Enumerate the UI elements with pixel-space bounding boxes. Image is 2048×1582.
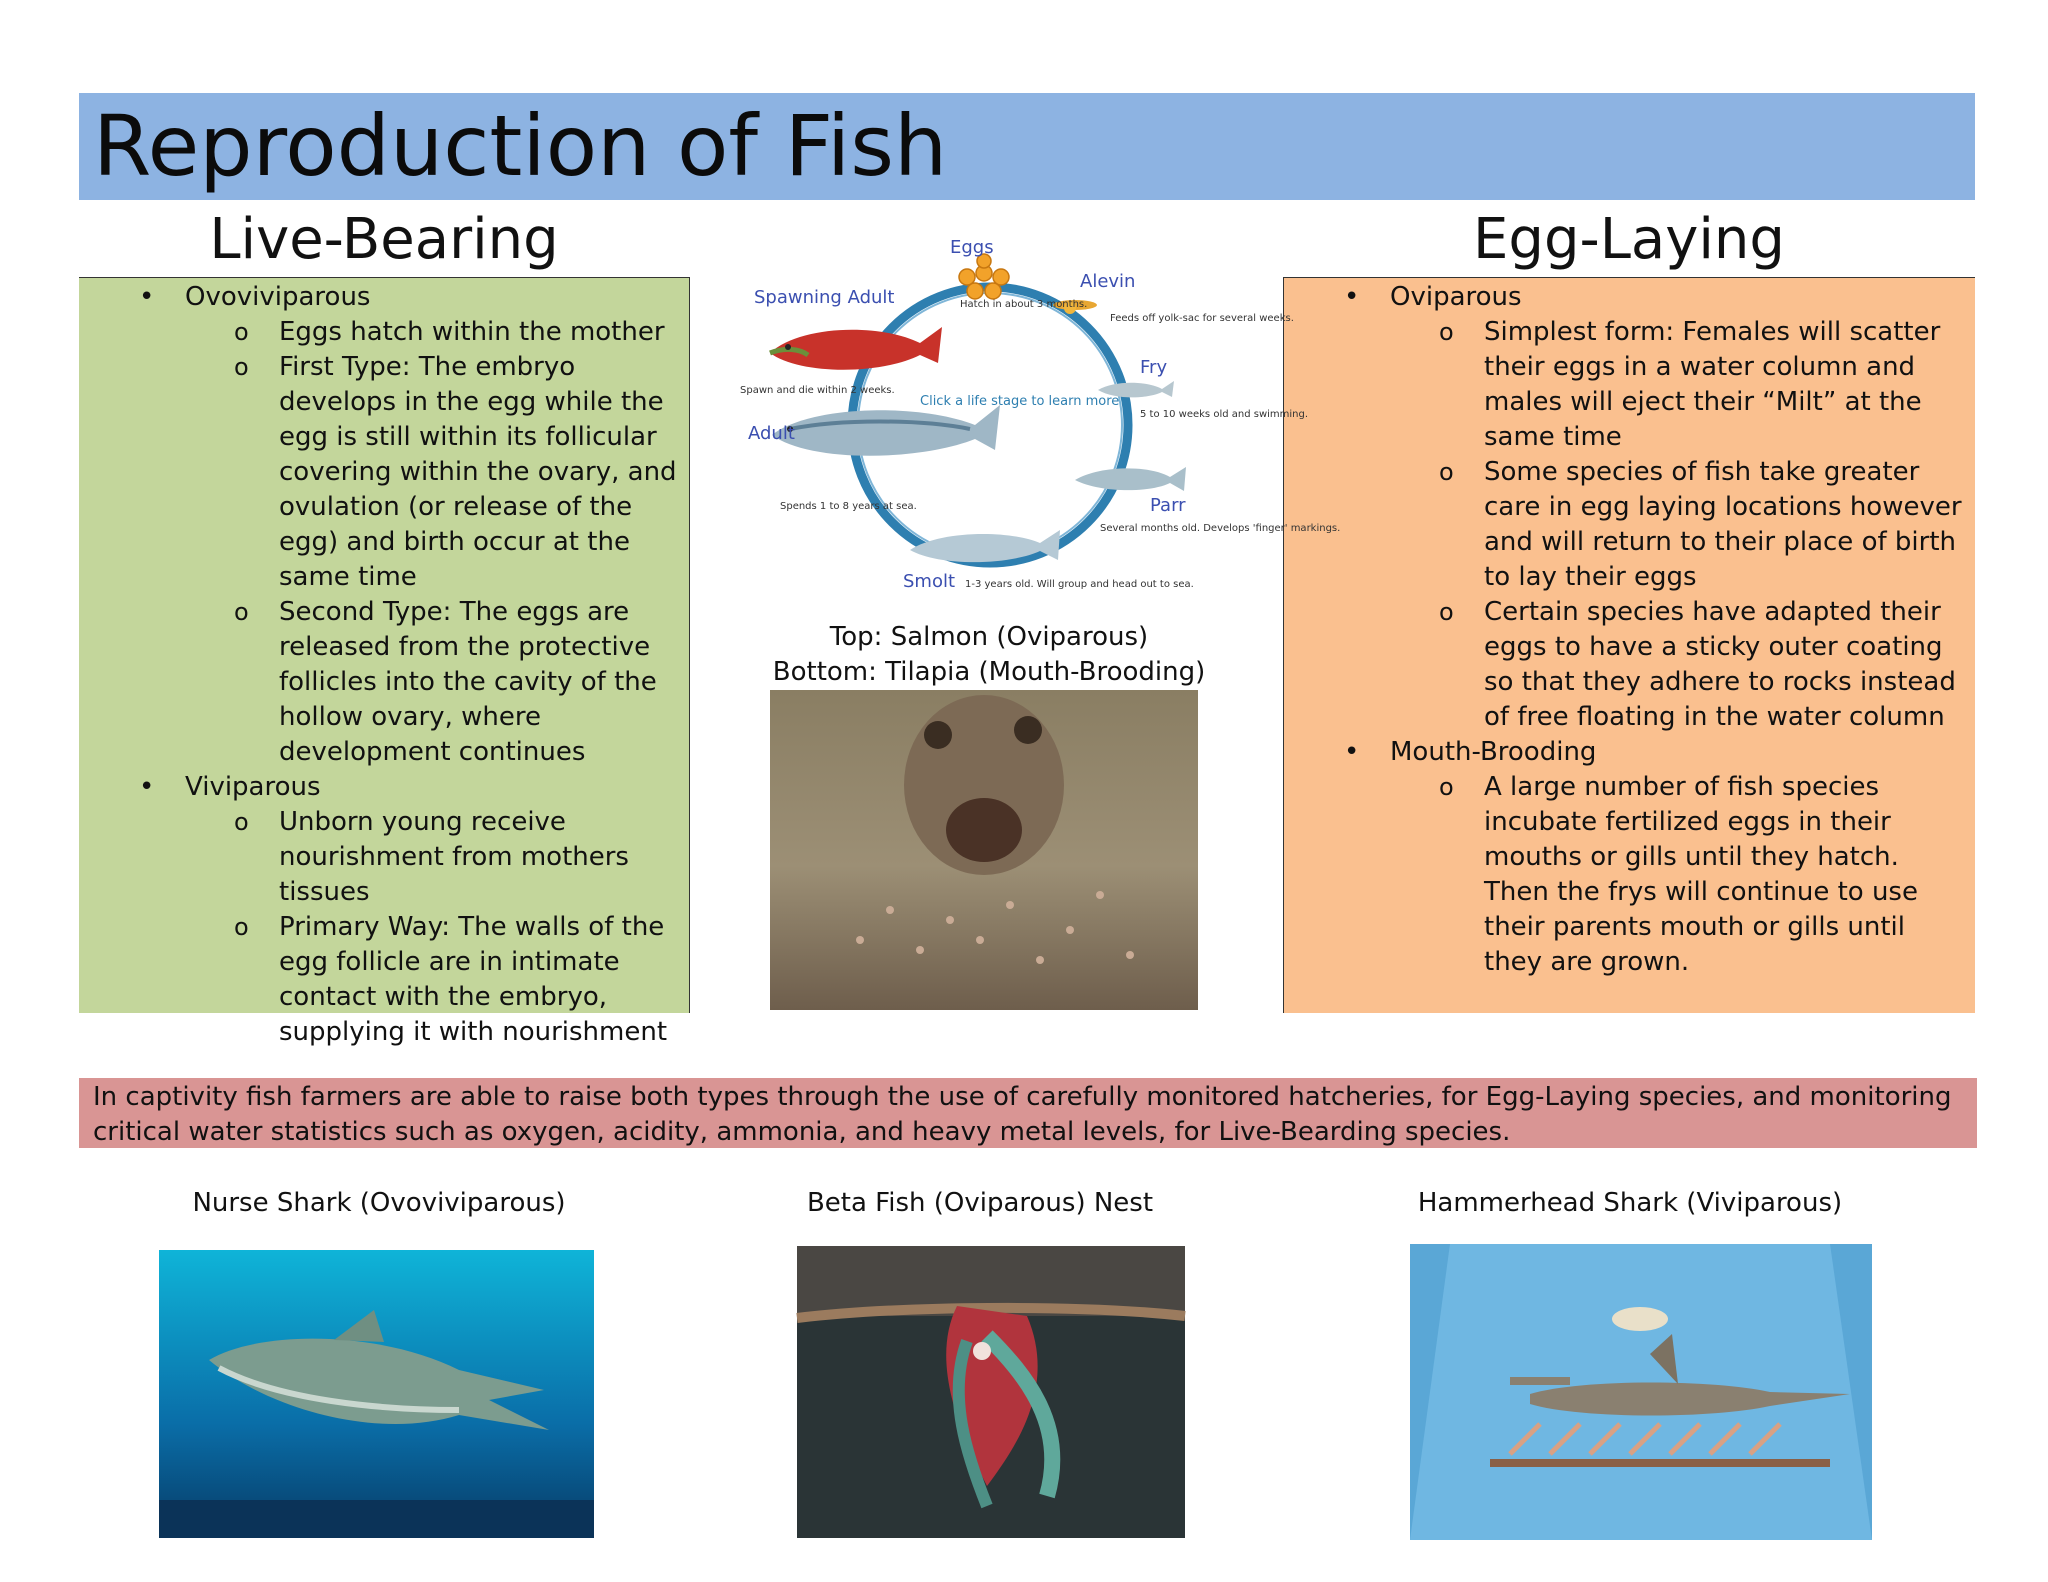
adult-label: Adult [748, 423, 795, 444]
egg-laying-panel [1283, 277, 1975, 1013]
nurse-shark-caption: Nurse Shark (Ovoviviparous) [192, 1188, 566, 1218]
egg-laying-heading: Egg-Laying [1473, 207, 1785, 272]
captivity-note: In captivity fish farmers are able to raise both types through the use of carefully monitored hatcheries, for Egg-Laying species, and monitoring critical water statistics such as oxygen, acidity, ammonia, and heavy metal levels, for Live-Bearding species. [79, 1078, 1977, 1148]
eggs-note: Hatch in about 3 months. [960, 299, 1088, 310]
list-item: o First Type: The embryo develops in the egg while the egg is still within its follicular covering within the ovary, and ovulation (or release of the egg) and birth occur at the same time [79, 350, 689, 595]
adult-note: Spends 1 to 8 years at sea. [780, 501, 917, 512]
alevin-note: Feeds off yolk-sac for several weeks. [1110, 313, 1294, 324]
tilapia-photo [770, 690, 1198, 1010]
smolt-label: Smolt [903, 571, 956, 592]
list-item: o Second Type: The eggs are released from the protective follicles into the cavity of the hollow ovary, where development continues [79, 595, 689, 770]
parr-note: Several months old. Develops 'finger' markings. [1100, 523, 1341, 534]
list-item: • Mouth-Brooding [1284, 735, 1975, 770]
caption-line-1: Top: Salmon (Oviparous) [829, 622, 1149, 652]
list-item: o Certain species have adapted their eggs to have a sticky outer coating so that they adhere to rocks instead of free floating in the water column [1284, 595, 1975, 735]
parr-label: Parr [1150, 495, 1186, 516]
live-bearing-panel [79, 277, 690, 1047]
caption-line-2: Bottom: Tilapia (Mouth-Brooding) [772, 657, 1206, 687]
alevin-label: Alevin [1080, 271, 1136, 292]
lifecycle-svg [730, 225, 1341, 610]
list-item: • Viviparous [79, 770, 689, 805]
list-item: o Some species of fish take greater care in egg laying locations however and will return to their place of birth to lay their eggs [1284, 455, 1975, 595]
list-item: o Eggs hatch within the mother [79, 315, 689, 350]
beta-fish-photo [797, 1246, 1185, 1538]
lifecycle-center-text: Click a life stage to learn more [920, 394, 1120, 409]
spawning-label: Spawning Adult [754, 287, 895, 308]
list-item: • Oviparous [1284, 280, 1975, 315]
live-bearing-heading: Live-Bearing [209, 207, 559, 272]
spawning-note: Spawn and die within 2 weeks. [740, 385, 895, 396]
list-item: o Unborn young receive nourishment from mothers tissues [79, 805, 689, 910]
list-item: o Simplest form: Females will scatter their eggs in a water column and males will eject their “Milt” at the same time [1284, 315, 1975, 455]
nurse-shark-photo [159, 1250, 594, 1538]
fry-label: Fry [1140, 357, 1168, 378]
center-caption [730, 620, 1248, 690]
hammerhead-photo [1410, 1244, 1872, 1540]
title-bar [79, 93, 1975, 200]
list-item: • Ovoviviparous [79, 280, 689, 315]
salmon-lifecycle-diagram [730, 225, 1341, 610]
hammerhead-caption: Hammerhead Shark (Viviparous) [1417, 1188, 1843, 1218]
page-title: Reproduction of Fish [93, 97, 948, 195]
fry-note: 5 to 10 weeks old and swimming. [1140, 409, 1309, 420]
smolt-note: 1-3 years old. Will group and head out to sea. [965, 579, 1194, 590]
list-item: o A large number of fish species incubate fertilized eggs in their mouths or gills until they hatch. Then the frys will continue to use their parents mouth or gills until they are grown. [1284, 770, 1975, 980]
eggs-label: Eggs [950, 237, 994, 258]
list-item: o Primary Way: The walls of the egg follicle are in intimate contact with the embryo, supplying it with nourishment [79, 910, 689, 1050]
beta-fish-caption: Beta Fish (Oviparous) Nest [806, 1188, 1154, 1218]
